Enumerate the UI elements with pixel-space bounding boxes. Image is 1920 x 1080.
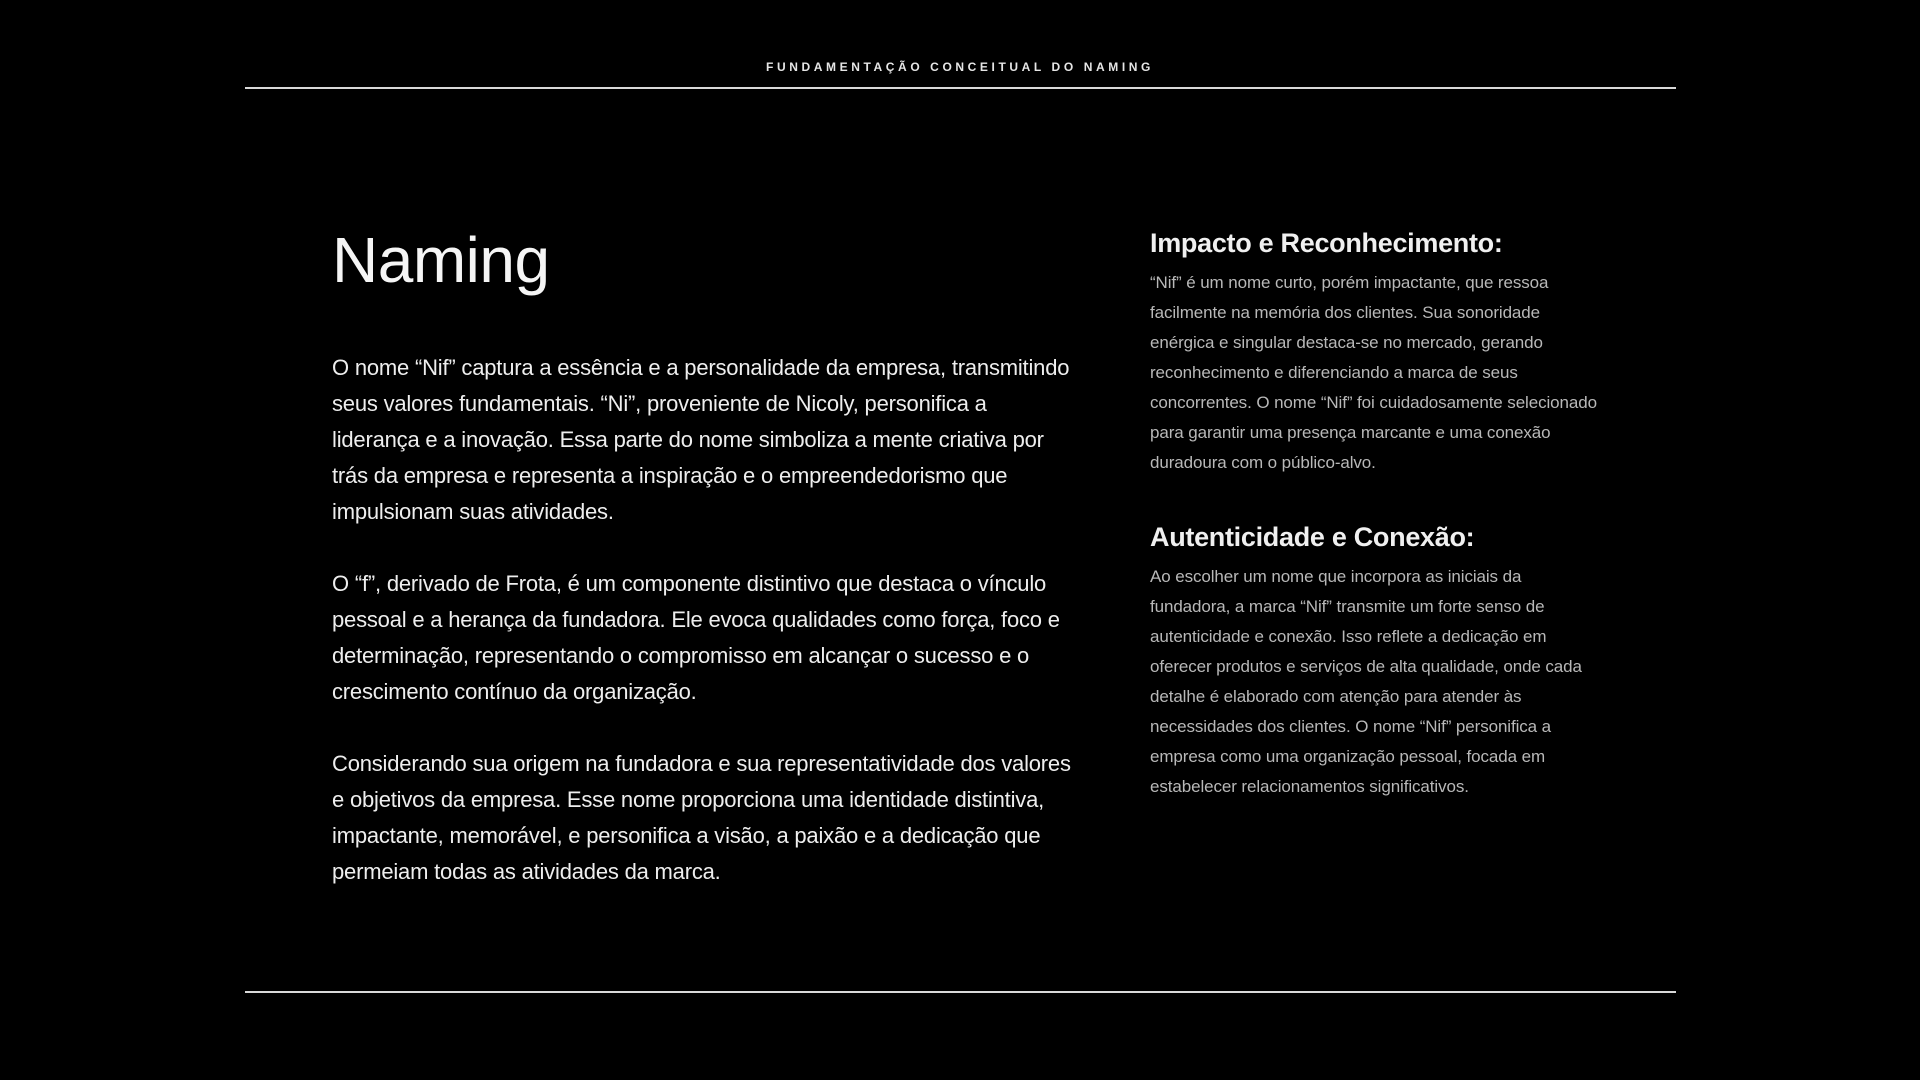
section-body: “Nif” é um nome curto, porém impactante, que ressoa facilmente na memória dos clientes. Sua sonoridade enérgica e singular destaca-se no mercado, gerando reconhecimento e diferenciando a marca de seus concorrentes. O nome “Nif” foi cuidadosamente selecionado para garantir uma presença marcante e uma conexão duradoura com o público-alvo. — [1150, 273, 1597, 472]
section-impacto — [1150, 226, 1605, 478]
section-heading: Impacto e Reconhecimento: — [1150, 228, 1503, 258]
section-heading: Autenticidade e Conexão: — [1150, 522, 1475, 552]
header-title: FUNDAMENTAÇÃO CONCEITUAL DO NAMING — [766, 60, 1154, 74]
section-body: Ao escolher um nome que incorpora as iniciais da fundadora, a marca “Nif” transmite um forte senso de autenticidade e conexão. Isso reflete a dedicação em oferecer produtos e serviços de alta qualidade, onde cada detalhe é elaborado com atenção para atender às necessidades dos clientes. O nome “Nif” personifica a empresa como uma organização pessoal, focada em estabelecer relacionamentos significativos. — [1150, 567, 1582, 796]
page-title: Naming — [332, 224, 550, 296]
paragraph-f-frota: O “f”, derivado de Frota, é um componente distintivo que destaca o vínculo pessoal e a herança da fundadora. Ele evoca qualidades como força, foco e determinação, representando o compromisso em alcançar o sucesso e o crescimento contínuo da organização. — [332, 571, 1060, 704]
paragraph-nif-essence: O nome “Nif” captura a essência e a personalidade da empresa, transmitindo seus valores fundamentais. “Ni”, proveniente de Nicoly, personifica a liderança e a inovação. Essa parte do nome simboliza a mente criativa por trás da empresa e representa a inspiração e o empreendedorismo que impulsionam suas atividades. — [332, 355, 1070, 524]
paragraph-conclusion: Considerando sua origem na fundadora e sua representatividade dos valores e objetivos da empresa. Esse nome proporciona uma identidade distintiva, impactante, memorável, e personifica a visão, a paixão e a dedicação que permeiam todas as atividades da marca. — [332, 751, 1071, 884]
side-column — [1150, 226, 1605, 844]
section-autenticidade — [1150, 520, 1605, 802]
main-column — [332, 224, 1072, 926]
top-divider — [245, 87, 1676, 89]
bottom-divider — [245, 991, 1676, 993]
